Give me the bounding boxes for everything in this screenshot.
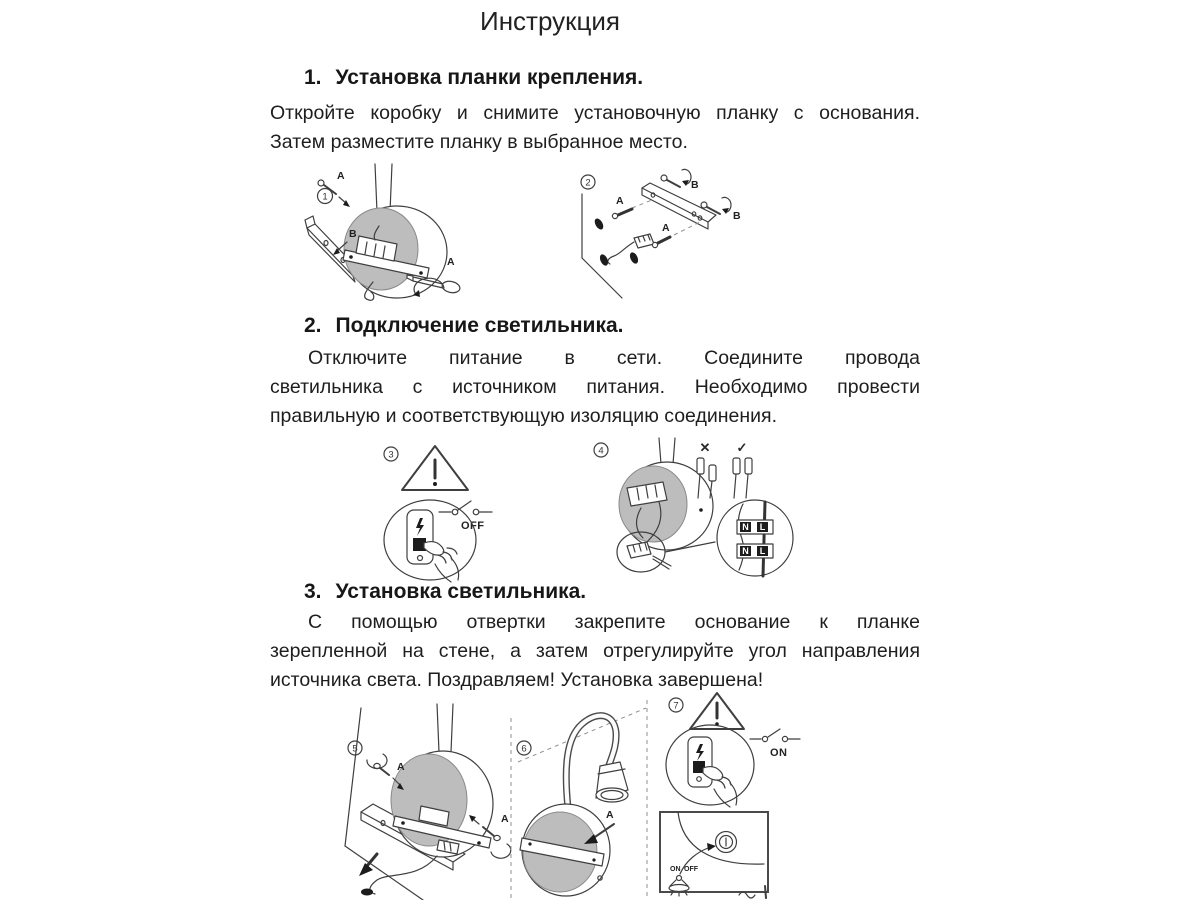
section-1-number: 1. bbox=[304, 66, 322, 89]
lamp-base-shape bbox=[343, 206, 447, 300]
hand-pressing-switch-icon bbox=[666, 725, 754, 807]
figure-7-power-on-diagram bbox=[650, 691, 825, 809]
svg-text:7: 7 bbox=[673, 700, 679, 712]
off-label: OFF bbox=[461, 520, 485, 532]
lamp-base-shape bbox=[361, 704, 493, 896]
svg-text:L: L bbox=[759, 546, 766, 556]
section-2-body-line: светильника с источником питания. Необходимо провести bbox=[270, 376, 920, 398]
on-label: ON bbox=[670, 866, 681, 873]
screw-label: A bbox=[397, 761, 405, 773]
wall-corner-lines bbox=[582, 194, 622, 298]
section-1-heading-text: Установка планки крепления. bbox=[335, 66, 644, 89]
section-2-number: 2. bbox=[304, 314, 322, 337]
screw-label: B bbox=[733, 210, 741, 222]
screw-label: B bbox=[691, 179, 699, 191]
figure-3-power-off-diagram bbox=[375, 440, 515, 580]
anchor-label: A bbox=[662, 222, 670, 234]
figure-4-wiring-diagram bbox=[585, 438, 810, 580]
svg-text:6: 6 bbox=[521, 743, 527, 755]
svg-text:✓: ✓ bbox=[736, 440, 748, 455]
section-3-body-line: источника света. Поздравляем! Установка завершена! bbox=[270, 669, 764, 691]
power-switch-icon bbox=[750, 729, 800, 742]
bracket-label: B bbox=[349, 228, 357, 240]
svg-text:1: 1 bbox=[322, 191, 328, 203]
lamp-pole bbox=[375, 164, 392, 212]
anchor-screw-icon bbox=[652, 221, 702, 248]
step-number-badge bbox=[594, 443, 608, 457]
section-1-body-line: Откройте коробку и снимите установочную планку с основания. bbox=[270, 102, 920, 124]
magnified-terminals bbox=[717, 500, 793, 576]
svg-text:L: L bbox=[759, 522, 766, 532]
wire-pair-correct bbox=[733, 440, 752, 498]
section-3-number: 3. bbox=[304, 580, 322, 603]
svg-text:N: N bbox=[742, 546, 749, 556]
svg-text:2: 2 bbox=[585, 177, 591, 189]
section-3-heading-text: Установка светильника. bbox=[335, 580, 587, 603]
off-label: OFF bbox=[684, 866, 698, 873]
panel-divider bbox=[518, 708, 646, 762]
svg-text:5: 5 bbox=[352, 743, 358, 755]
warning-triangle-icon bbox=[690, 693, 744, 729]
direction-label: A bbox=[606, 809, 614, 821]
section-1-body-line: Затем разместите планку в выбранное место. bbox=[270, 131, 688, 153]
svg-text:✕: ✕ bbox=[699, 440, 711, 455]
step-number-badge bbox=[669, 698, 683, 712]
on-label: ON bbox=[770, 747, 788, 759]
section-1-heading bbox=[270, 66, 920, 90]
screw-icon bbox=[661, 169, 691, 187]
section-2-heading-text: Подключение светильника. bbox=[335, 314, 624, 337]
section-2-body-line: правильную и соответствующую изоляцию соединения. bbox=[270, 405, 777, 427]
warning-triangle-icon bbox=[402, 446, 468, 490]
section-3-heading bbox=[270, 580, 920, 604]
screw-label: A bbox=[337, 170, 345, 182]
figure-6-assembled-lamp-diagram bbox=[508, 698, 653, 900]
section-3-body-line: С помощью отвертки закрепите основание к планке bbox=[308, 611, 920, 633]
page-edge-artifact bbox=[735, 884, 780, 900]
svg-text:N: N bbox=[742, 522, 749, 532]
screw-label: A bbox=[501, 813, 509, 825]
svg-text:4: 4 bbox=[598, 445, 604, 457]
step-number-badge bbox=[517, 741, 531, 755]
section-2-heading bbox=[270, 314, 920, 338]
hand-pressing-switch-icon bbox=[384, 500, 476, 582]
gooseneck-lamp-shape bbox=[520, 716, 628, 896]
wire-connector-icon bbox=[598, 234, 654, 267]
page-title: Инструкция bbox=[480, 6, 620, 36]
figure-1-remove-plate-diagram bbox=[295, 164, 480, 306]
figure-2-mount-bracket-diagram bbox=[570, 158, 750, 310]
anchor-label: A bbox=[616, 195, 624, 207]
step-number-badge bbox=[384, 447, 398, 461]
step-number-badge bbox=[348, 741, 362, 755]
section-3-body-line: зерепленной на стене, а затем отрегулируйте угол направления bbox=[270, 640, 920, 662]
svg-text:3: 3 bbox=[388, 449, 394, 461]
figure-5-fasten-base-diagram bbox=[325, 696, 525, 900]
step-number-badge bbox=[581, 175, 595, 189]
section-2-body-line: Отключите питание в сети. Соедините провода bbox=[308, 347, 920, 369]
screwdriver-label: A bbox=[447, 256, 455, 268]
